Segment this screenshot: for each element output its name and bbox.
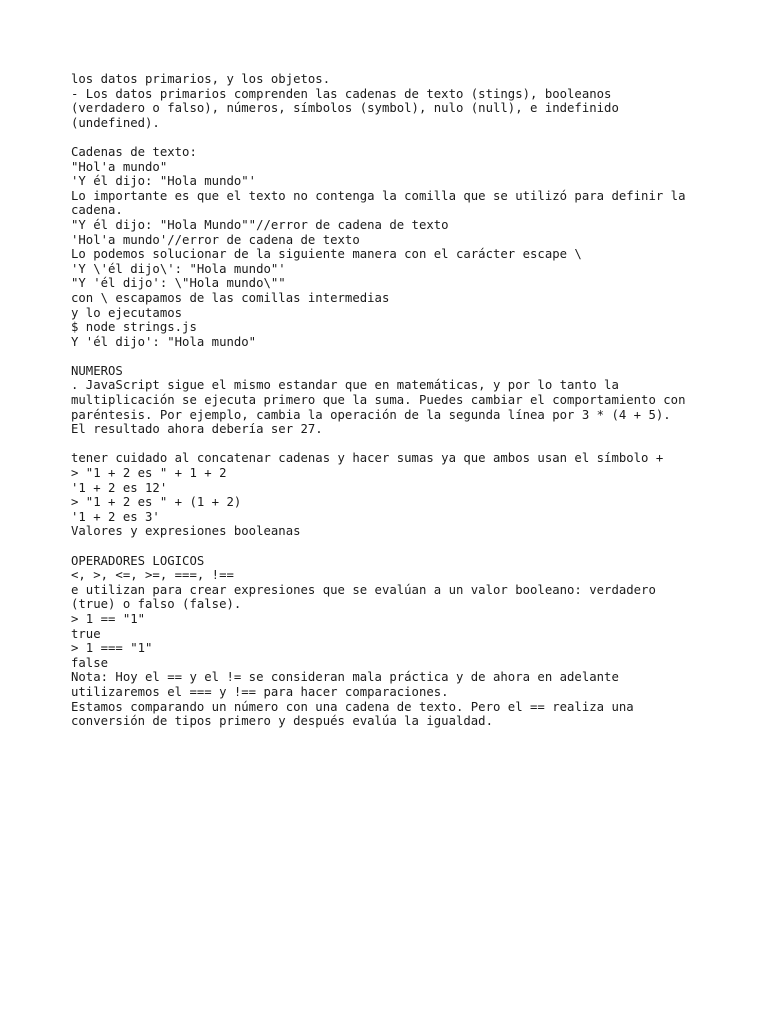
text-line: Lo podemos solucionar de la siguiente manera con el carácter escape \ (71, 247, 582, 262)
text-line: Valores y expresiones booleanas (71, 524, 301, 539)
code-line: '1 + 2 es 3' (71, 509, 160, 524)
text-line: los datos primarios, y los objetos. (71, 72, 331, 86)
code-line: <, >, <=, >=, ===, !== (71, 568, 234, 583)
text-line: Estamos comparando un número con una cadena de texto. Pero el == realiza una (71, 699, 634, 714)
code-line: 'Y él dijo: "Hola mundo"' (71, 174, 257, 189)
text-line: conversión de tipos primero y después evalúa la igualdad. (71, 714, 493, 729)
code-line: > 1 == "1" (71, 611, 146, 626)
code-line: "Hol'a mundo" (71, 159, 168, 174)
code-line: false (71, 655, 109, 670)
text-line: (true) o falso (false). (71, 597, 242, 612)
code-line: > "1 + 2 es " + (1 + 2) (71, 495, 242, 510)
text-line: con \ escapamos de las comillas intermedias (71, 290, 390, 305)
text-line: Nota: Hoy el == y el != se consideran mala práctica y de ahora en adelante (71, 670, 619, 685)
text-line: (verdadero o falso), números, símbolos (symbol), nulo (null), e indefinido (71, 101, 619, 116)
blank-line (71, 539, 751, 554)
code-line: 'Hol'a mundo'//error de cadena de texto (71, 232, 360, 247)
text-line: (undefined). (71, 115, 160, 130)
text-line: y lo ejecutamos (71, 305, 183, 320)
document-page (71, 72, 751, 729)
code-line: "Y 'él dijo': \"Hola mundo\"" (71, 276, 286, 291)
code-line: true (71, 626, 101, 641)
text-line: paréntesis. Por ejemplo, cambia la operación de la segunda línea por 3 * (4 + 5). (71, 407, 671, 422)
code-line: > 1 === "1" (71, 641, 153, 656)
code-line: 'Y \'él dijo\': "Hola mundo"' (71, 261, 286, 276)
text-line: Lo importante es que el texto no contenga la comilla que se utilizó para definir la (71, 188, 686, 203)
text-line: utilizaremos el === y !== para hacer comparaciones. (71, 684, 449, 699)
text-line: tener cuidado al concatenar cadenas y hacer sumas ya que ambos usan el símbolo + (71, 451, 664, 466)
blank-line (71, 130, 751, 145)
section-heading-operadores: OPERADORES LOGICOS (71, 553, 205, 568)
text-line: cadena. (71, 203, 123, 218)
section-heading-cadenas: Cadenas de texto: (71, 144, 197, 159)
code-line: Y 'él dijo': "Hola mundo" (71, 334, 257, 349)
code-line: > "1 + 2 es " + 1 + 2 (71, 466, 227, 481)
code-line: "Y él dijo: "Hola Mundo""//error de cadena de texto (71, 217, 449, 232)
text-line: . JavaScript sigue el mismo estandar que en matemáticas, y por lo tanto la (71, 378, 619, 393)
section-heading-numeros: NUMEROS (71, 363, 123, 378)
text-line: El resultado ahora debería ser 27. (71, 422, 323, 437)
blank-line (71, 349, 751, 364)
code-line: $ node strings.js (71, 320, 197, 335)
text-line: multiplicación se ejecuta primero que la suma. Puedes cambiar el comportamiento con (71, 393, 686, 408)
text-line: e utilizan para crear expresiones que se evalúan a un valor booleano: verdadero (71, 582, 656, 597)
text-line: - Los datos primarios comprenden las cadenas de texto (stings), booleanos (71, 86, 612, 101)
blank-line (71, 437, 751, 452)
code-line: '1 + 2 es 12' (71, 480, 168, 495)
